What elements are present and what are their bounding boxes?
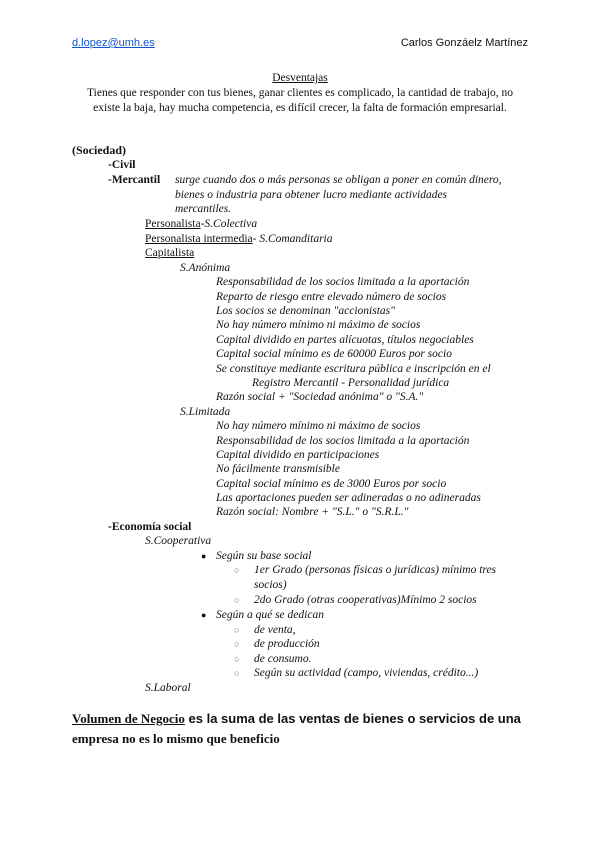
personalista-line (145, 217, 257, 231)
volumen-definition (72, 712, 521, 726)
laboral-heading: S.Laboral (145, 682, 191, 694)
mercantil-definition: mercantiles. (175, 203, 232, 215)
list-item: de consumo. (254, 653, 312, 665)
limitada-heading: S.Limitada (180, 406, 231, 418)
personalista-value: -S.Colectiva (200, 218, 258, 230)
anonima-item: Capital social mínimo es de 60000 Euros por socio (216, 348, 452, 360)
list-item: 2do Grado (otras cooperativas)Mínimo 2 socios (254, 594, 477, 606)
circle-bullet-icon: ○ (234, 595, 240, 605)
circle-bullet-icon: ○ (234, 639, 240, 649)
limitada-item: Responsabilidad de los socios limitada a la aportación (216, 435, 470, 447)
limitada-item: Capital social mínimo es de 3000 Euros por socio (216, 478, 447, 490)
circle-bullet-icon: ○ (234, 565, 240, 575)
volumen-text: es la suma de las ventas de bienes o servicios de una (184, 711, 521, 726)
list-item: socios) (254, 579, 287, 591)
limitada-item: No fácilmente transmisible (216, 463, 340, 475)
bullet-icon: ● (201, 551, 207, 561)
circle-bullet-icon: ○ (234, 654, 240, 664)
email-link[interactable]: d.lopez@umh.es (72, 37, 155, 49)
anonima-item: Se constituye mediante escritura pública e inscripción en el (216, 363, 491, 375)
list-item: Según su actividad (campo, viviendas, crédito...) (254, 667, 479, 679)
list-item: 1er Grado (personas físicas o jurídicas) mínimo tres (254, 564, 497, 576)
list-item: Según a qué se dedican (216, 609, 324, 621)
bullet-icon: ● (201, 610, 207, 620)
volumen-text: empresa no es lo mismo que beneficio (72, 731, 280, 746)
capitalista-label: Capitalista (145, 247, 195, 259)
intermedia-label: Personalista intermedia (145, 233, 253, 245)
anonima-item: Responsabilidad de los socios limitada a la aportación (216, 276, 470, 288)
limitada-item: Capital dividido en participaciones (216, 449, 380, 461)
desventajas-title: Desventajas (272, 72, 328, 84)
personalista-label: Personalista (145, 218, 201, 230)
anonima-item: Reparto de riesgo entre elevado número de socios (216, 291, 447, 303)
circle-bullet-icon: ○ (234, 668, 240, 678)
civil-heading: -Civil (108, 159, 136, 171)
limitada-item: No hay número mínimo ni máximo de socios (216, 420, 421, 432)
mercantil-heading: -Mercantil (108, 174, 161, 186)
circle-bullet-icon: ○ (234, 625, 240, 635)
desventajas-text: existe la baja, hay mucha competencia, es difícil crecer, la falta de formación empresarial. (93, 102, 507, 114)
anonima-item: Razón social + "Sociedad anónima" o "S.A." (216, 391, 424, 403)
intermedia-line (145, 232, 333, 246)
cooperativa-heading: S.Cooperativa (145, 535, 212, 547)
limitada-item: Razón social: Nombre + "S.L." o "S.R.L." (216, 506, 409, 518)
desventajas-text: Tienes que responder con tus bienes, ganar clientes es complicado, la cantidad de trabajo, no (87, 87, 513, 99)
economia-heading: -Economía social (108, 521, 192, 533)
anonima-heading: S.Anónima (180, 262, 231, 274)
anonima-item: No hay número mínimo ni máximo de socios (216, 319, 421, 331)
sociedad-heading: (Sociedad) (72, 143, 126, 157)
anonima-item: Capital dividido en partes alícuotas, títulos negociables (216, 334, 474, 346)
limitada-item: Las aportaciones pueden ser adineradas o no adineradas (216, 492, 481, 504)
anonima-item: Registro Mercantil - Personalidad jurídica (252, 377, 450, 389)
volumen-term: Volumen de Negocio (72, 711, 185, 726)
intermedia-value: - S.Comanditaria (252, 233, 333, 245)
list-item: de producción (254, 638, 320, 650)
list-item: de venta, (254, 624, 296, 636)
author-name: Carlos Gonzáelz Martínez (400, 37, 528, 49)
mercantil-definition: bienes o industria para obtener lucro mediante actividades (175, 189, 448, 201)
list-item: Según su base social (216, 550, 312, 562)
anonima-item: Los socios se denominan "accionistas" (216, 305, 395, 317)
mercantil-definition: surge cuando dos o más personas se obligan a poner en común dinero, (175, 174, 502, 186)
